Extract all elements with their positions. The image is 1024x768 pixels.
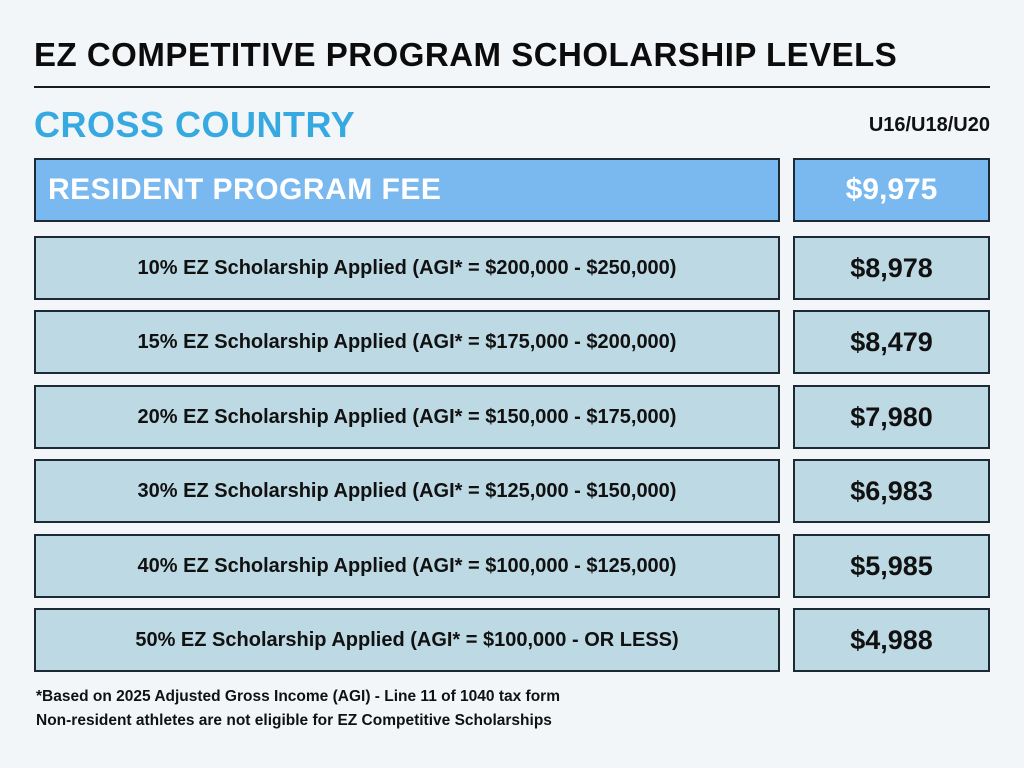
- resident-fee-row: [34, 158, 990, 222]
- scholarship-price-cell: [793, 310, 990, 374]
- scholarship-row: [34, 534, 990, 598]
- scholarship-label: 20% EZ Scholarship Applied (AGI* = $150,000 - $175,000): [137, 405, 677, 428]
- scholarship-row: [34, 459, 990, 523]
- scholarship-price-cell: [793, 236, 990, 300]
- scholarship-price: $7,980: [850, 401, 933, 432]
- eligibility-footnote: Non-resident athletes are not eligible for EZ Competitive Scholarships: [36, 712, 552, 729]
- scholarship-label-cell: [34, 385, 780, 449]
- scholarship-row: [34, 310, 990, 374]
- scholarship-price-cell: [793, 608, 990, 672]
- scholarship-label: 30% EZ Scholarship Applied (AGI* = $125,000 - $150,000): [137, 479, 677, 502]
- scholarship-price: $8,479: [850, 326, 933, 357]
- scholarship-label: 40% EZ Scholarship Applied (AGI* = $100,000 - $125,000): [137, 554, 677, 577]
- page-title: EZ COMPETITIVE PROGRAM SCHOLARSHIP LEVELS: [34, 36, 898, 73]
- title-divider: [34, 86, 990, 88]
- scholarship-price-cell: [793, 534, 990, 598]
- agi-footnote: *Based on 2025 Adjusted Gross Income (AGI) - Line 11 of 1040 tax form: [36, 688, 560, 705]
- sport-heading: CROSS COUNTRY: [34, 104, 356, 145]
- resident-fee-value-cell: [793, 158, 990, 222]
- resident-fee-value: $9,975: [845, 173, 938, 206]
- scholarship-price-cell: [793, 459, 990, 523]
- scholarship-price: $6,983: [850, 475, 933, 506]
- scholarship-label: 10% EZ Scholarship Applied (AGI* = $200,000 - $250,000): [137, 256, 677, 279]
- scholarship-row: [34, 608, 990, 672]
- resident-fee-label: RESIDENT PROGRAM FEE: [48, 173, 442, 206]
- scholarship-row: [34, 236, 990, 300]
- scholarship-label: 50% EZ Scholarship Applied (AGI* = $100,000 - OR LESS): [135, 628, 679, 651]
- scholarship-price: $4,988: [850, 624, 933, 655]
- scholarship-label-cell: [34, 459, 780, 523]
- scholarship-row: [34, 385, 990, 449]
- scholarship-label-cell: [34, 310, 780, 374]
- scholarship-label: 15% EZ Scholarship Applied (AGI* = $175,000 - $200,000): [137, 330, 677, 353]
- resident-fee-label-cell: [34, 158, 780, 222]
- scholarship-label-cell: [34, 608, 780, 672]
- scholarship-price: $8,978: [850, 252, 933, 283]
- scholarship-label-cell: [34, 534, 780, 598]
- scholarship-price-cell: [793, 385, 990, 449]
- age-groups-label: U16/U18/U20: [868, 114, 990, 136]
- scholarship-label-cell: [34, 236, 780, 300]
- scholarship-price: $5,985: [850, 550, 933, 581]
